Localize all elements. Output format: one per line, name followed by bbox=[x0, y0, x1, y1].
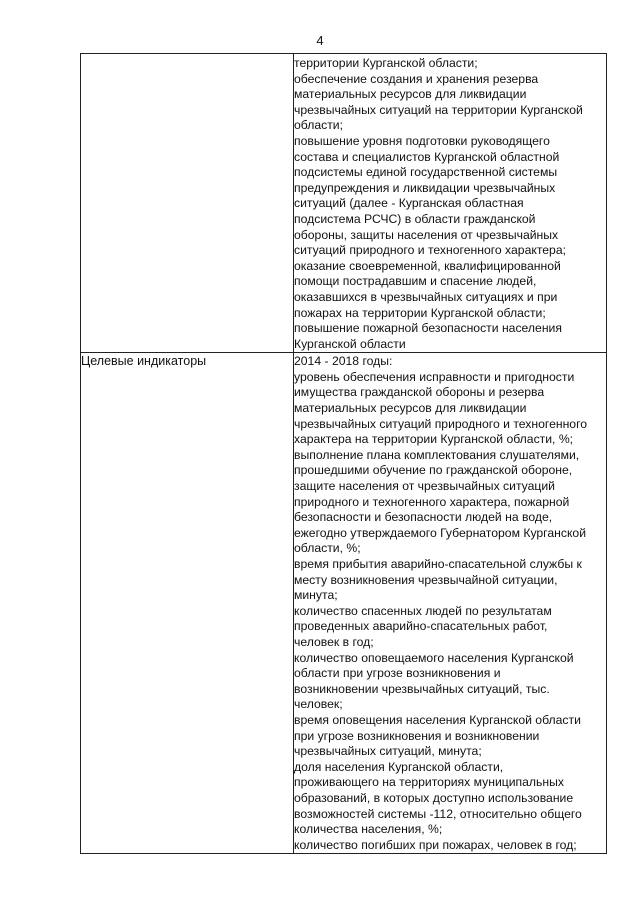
text-line: подсистемы единой государственной системы bbox=[294, 165, 558, 180]
row-content-cell bbox=[294, 54, 607, 353]
text-line: ситуаций (далее - Курганская областная bbox=[294, 196, 524, 211]
row-label-cell bbox=[81, 54, 294, 353]
row-label-cell bbox=[81, 353, 294, 854]
text-line: количество погибших при пожарах, человек в год; bbox=[294, 837, 577, 852]
passport-table bbox=[80, 53, 607, 854]
text-line: 2014 - 2018 годы: bbox=[294, 354, 393, 369]
text-line: время прибытия аварийно-спасательной службы к bbox=[294, 557, 582, 571]
text-line: подсистема РСЧС) в области гражданской bbox=[294, 211, 536, 226]
text-line: природного и техногенного характера, пожарной bbox=[294, 494, 570, 509]
page-number: 4 bbox=[316, 33, 324, 48]
text-line: прошедшими обучение по гражданской обороне, bbox=[294, 463, 573, 478]
row-label: Целевые индикаторы bbox=[81, 354, 207, 369]
text-line: безопасности и безопасности людей на воде, bbox=[294, 510, 553, 525]
row-label bbox=[81, 54, 293, 55]
text-line: человек в год; bbox=[294, 634, 374, 649]
table-row bbox=[81, 353, 607, 854]
text-line: пожарах на территории Курганской области; bbox=[294, 305, 546, 320]
table-row bbox=[81, 54, 607, 353]
text-line: ежегодно утверждаемого Губернатором Курганской bbox=[294, 525, 587, 540]
text-line: при угрозе возникновения и возникновении bbox=[294, 728, 540, 743]
text-line: характера на территории Курганской области, %; bbox=[294, 432, 574, 447]
text-line: образований, в которых доступно использование bbox=[294, 790, 574, 805]
text-line: доля населения Курганской области, bbox=[294, 759, 504, 774]
text-line: количества населения, %; bbox=[294, 822, 443, 837]
text-line: чрезвычайных ситуаций на территории Курганской bbox=[294, 102, 583, 117]
text-line: повышение уровня подготовки руководящего bbox=[294, 133, 550, 148]
text-line: проведенных аварийно-спасательных работ, bbox=[294, 619, 548, 634]
text-line: области, %; bbox=[294, 541, 361, 556]
text-line: помощи пострадавшим и спасение людей, bbox=[294, 274, 537, 289]
text-line: уровень обеспечения исправности и пригодности bbox=[294, 369, 575, 384]
text-line: обороны, защиты населения от чрезвычайных bbox=[294, 227, 559, 242]
text-line: области; bbox=[294, 118, 343, 133]
text-line: материальных ресурсов для ликвидации bbox=[294, 87, 527, 102]
text-line: чрезвычайных ситуаций, минута; bbox=[294, 744, 482, 759]
text-line: обеспечение создания и хранения резерва bbox=[294, 71, 539, 86]
text-line: минута; bbox=[294, 588, 338, 603]
text-line: оказавшихся в чрезвычайных ситуациях и при bbox=[294, 289, 558, 304]
text-line: выполнение плана комплектования слушателями, bbox=[294, 447, 580, 462]
row-content-cell bbox=[294, 353, 607, 854]
text-line: человек; bbox=[294, 697, 343, 712]
text-line: ситуаций природного и техногенного характера; bbox=[294, 243, 566, 258]
text-line: защите населения от чрезвычайных ситуаций bbox=[294, 479, 555, 494]
text-line: повышение пожарной безопасности населения bbox=[294, 321, 562, 336]
text-line: материальных ресурсов для ликвидации bbox=[294, 401, 527, 416]
text-line: состава и специалистов Курганской областной bbox=[294, 149, 560, 164]
text-line: предупреждения и ликвидации чрезвычайных bbox=[294, 180, 556, 195]
text-line: чрезвычайных ситуаций природного и техногенного bbox=[294, 416, 588, 431]
text-line: количество спасенных людей по результатам bbox=[294, 603, 552, 618]
text-line: территории Курганской области; bbox=[294, 56, 478, 70]
text-line: месту возникновения чрезвычайной ситуации, bbox=[294, 572, 558, 587]
text-line: оказание своевременной, квалифицированной bbox=[294, 258, 561, 273]
text-line: Курганской области bbox=[294, 336, 406, 351]
text-line: имущества гражданской обороны и резерва bbox=[294, 385, 545, 400]
text-line: возможностей системы -112, относительно общего bbox=[294, 806, 582, 821]
text-line: возникновении чрезвычайных ситуаций, тыс. bbox=[294, 681, 550, 696]
text-line: области при угрозе возникновения и bbox=[294, 666, 501, 681]
text-line: время оповещения населения Курганской области bbox=[294, 712, 581, 727]
text-line: количество оповещаемого населения Курганской bbox=[294, 650, 574, 665]
text-line: проживающего на территориях муниципальных bbox=[294, 775, 564, 790]
